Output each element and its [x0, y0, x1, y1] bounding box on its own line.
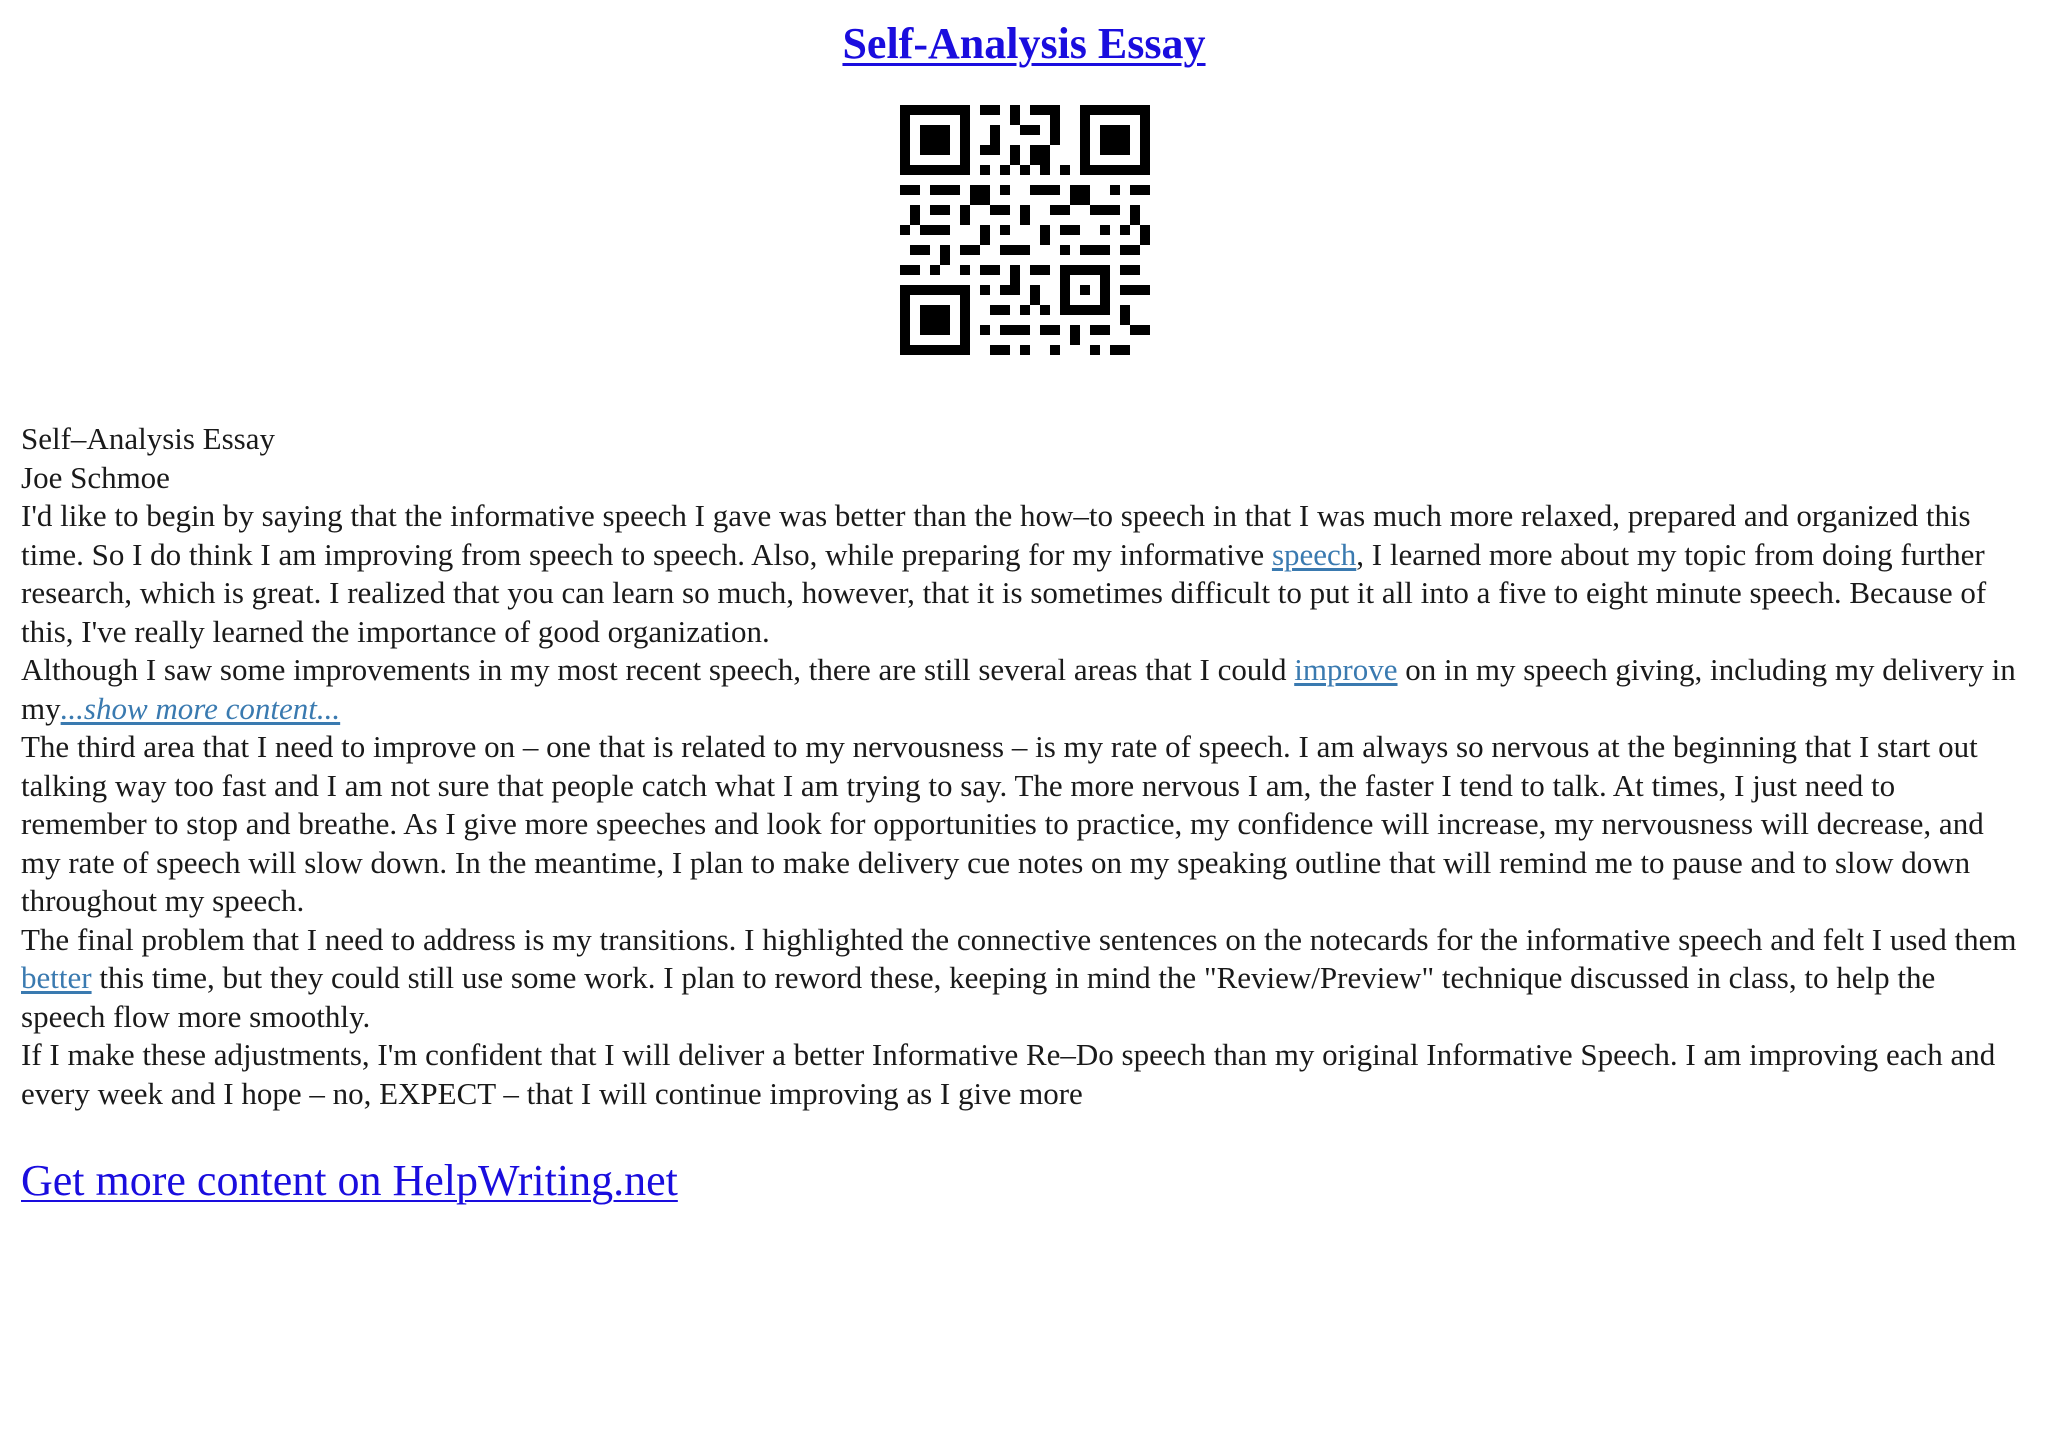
- improve-link[interactable]: improve: [1294, 652, 1398, 687]
- paragraph-text: Although I saw some improvements in my most recent speech, there are still several areas that I could: [21, 652, 1295, 687]
- essay-paragraph-3: The third area that I need to improve on – one that is related to my nervousness – is my rate of speech. I am always so nervous at the beginning that I start out talking way too fast and I am not sure that people catch what I am trying to say. The more nervous I am, the faster I tend to talk. At times, I just need to remember to stop and breathe. As I give more speeches and look for opportunities to practice, my confidence will increase, my nervousness will decrease, and my rate of speech will slow down. In the meantime, I plan to make delivery cue notes on my speaking outline that will remind me to pause and to slow down throughout my speech.: [21, 729, 1984, 918]
- paragraph-text: The final problem that I need to address is my transitions. I highlighted the connective sentences on the notecards for the informative speech and felt I used them: [21, 921, 2017, 957]
- paragraph-text: , I learned more about my topic from doing further research, which is great. I realized that you can learn so much, however, that it is sometimes difficult to put it all into a five to eight minute speech. Because of this, I've really learned the importance of good organization.: [21, 536, 1987, 649]
- essay-paragraph-4: [21, 921, 2027, 1037]
- essay-paragraph-2: [21, 651, 2027, 728]
- paragraph-text: this time, but they could still use some work. I plan to reword these, keeping in mind the "Review/Preview" technique discussed in class, to help the speech flow more smoothly.: [21, 960, 1936, 1034]
- paragraph-text: on in my speech giving, including my delivery in my: [21, 652, 2016, 726]
- speech-link[interactable]: speech: [1271, 536, 1357, 572]
- paragraph-text: I'd like to begin by saying that the informative speech I gave was better than the how–to speech in that I was much more relaxed, prepared and organized this time. So I do think I am improving from speech to speech. Also, while preparing for my informative: [21, 498, 1971, 572]
- essay-paragraph-1: [21, 497, 2027, 651]
- qr-code-icon: [900, 105, 1150, 355]
- show-more-content-link[interactable]: ...show more content...: [60, 690, 341, 726]
- essay-heading: Self–Analysis Essay: [21, 421, 276, 456]
- page-title-link[interactable]: Self-Analysis Essay: [842, 19, 1206, 68]
- essay-body: [21, 420, 2027, 1113]
- essay-author: Joe Schmoe: [21, 459, 170, 495]
- essay-paragraph-5: If I make these adjustments, I'm confident that I will deliver a better Informative Re–Do speech than my original Informative Speech. I am improving each and every week and I hope – no, EXPECT – that I will continue improving as I give more: [21, 1037, 1996, 1111]
- get-more-content-link[interactable]: Get more content on HelpWriting.net: [21, 1156, 678, 1205]
- better-link[interactable]: better: [21, 960, 92, 995]
- title-container: [0, 18, 2048, 69]
